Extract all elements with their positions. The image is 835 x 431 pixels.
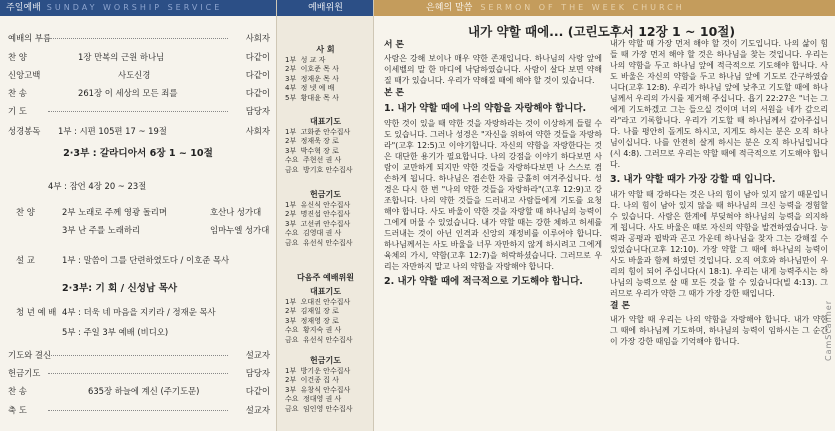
point1-heading: 1. 내가 약할 때에 나의 약함을 자랑해야 합니다. xyxy=(384,103,587,114)
worship-order-header xyxy=(0,0,276,16)
committee-member: 금요 임인영 안수집사 xyxy=(285,404,353,413)
committee-member: 1부 방기운 안수집사 xyxy=(285,367,351,375)
service-row-right: 다같이 xyxy=(245,70,270,80)
service-row-label: 축 도 xyxy=(8,405,27,415)
committee-member: 수요 정대영 권 사 xyxy=(285,395,342,404)
sermon-header xyxy=(374,0,835,16)
committee-group-title: 대표기도 xyxy=(310,287,341,296)
committee-header: 예배위원 xyxy=(277,0,374,16)
service-row-right: 다같이 xyxy=(245,88,270,98)
worship-order-title: 주일예배 xyxy=(6,3,41,13)
committee-member: 2부 김재일 장 로 xyxy=(285,307,339,316)
committee-member: 3부 유창식 안수집사 xyxy=(285,385,351,394)
youth-part4: 4부 : 더욱 네 마음을 지키라 / 정재운 목사 xyxy=(62,307,216,317)
sermon-part2-heading: 2·3부: 기 회 / 신성남 목사 xyxy=(62,283,178,294)
leader-dots xyxy=(48,373,228,374)
youth-part5: 5부 : 주일 3부 예배 (비디오) xyxy=(62,327,169,337)
leader-dots xyxy=(48,38,228,39)
committee-member: 2부 이건종 집 사 xyxy=(285,376,339,385)
service-row-middle: 1부 : 시편 105편 17 ~ 19절 xyxy=(58,126,167,136)
sermon-column-left xyxy=(384,38,602,291)
point2-text: 내가 약할 때 가장 먼저 해야 할 것이 기도입니다. 나의 삶이 힘들 때 가장 먼저 해야 할 것은 하나님을 찾는 것입니다. 우리는 나의 약함을 두고 하나님 앞에 적극적으로 기도해야 합니다. 사도 바울은 자신의 약함을 두고 하나님 앞에 기도로 간구하였습니다(고후 12:8). 우리가 하나님 앞에 낮추고 기도할 때에 하나님께서 우리의 가시를 제거해 주십니다. 욥기 22:27은 "너는 그에게 기도하겠고 그는 들으실 것이며 너의 서원을 네가 갚으리라"라고 기록합니다. 우리가 기도할 때 하나님께서 갚아주십니다. 나를 평안히 돌게도 하시고, 지게도 하시는 분은 오직 하나님이십니다. 나를 안전히 살게 하시는 분은 오직 하나님입니다(시 4:8). 그러므로 우리는 약할 때에 적극적으로 기도해야 합니다. xyxy=(610,39,828,169)
sermon-title: 내가 약할 때에... (고린도후서 12장 1 ~ 10절) xyxy=(468,24,736,39)
service-row-label: 찬 양 xyxy=(8,52,27,62)
service-row-label: 찬 송 xyxy=(8,386,27,396)
committee-group-title: 다음주 예배위원 xyxy=(297,273,354,282)
praise-item-1: 2부 노래로 주께 영광 돌리며 xyxy=(62,207,167,217)
scanner-watermark: CamScanner xyxy=(824,300,833,362)
committee-group-title: 사 회 xyxy=(316,45,335,54)
service-row-label: 기도와 결신 xyxy=(8,350,52,360)
praise-choir-2: 임마누엘 성가대 xyxy=(210,225,270,235)
point3-heading: 3. 내가 약할 때가 가장 강할 때 입니다. xyxy=(610,174,776,185)
committee-member: 4부 정 넷 예 배 xyxy=(285,84,335,93)
committee-member: 수요 김영대 권 사 xyxy=(285,229,342,238)
sermon-label: 설 교 xyxy=(16,255,35,265)
youth-label: 청 년 예 배 xyxy=(16,307,57,317)
service-row-middle: 1장 만복의 근원 하나님 xyxy=(78,52,165,62)
committee-member: 3부 박수혁 장 로 xyxy=(285,146,339,155)
service-row-middle: 635장 하늘에 계신 (주기도문) xyxy=(88,386,200,396)
body-heading: 본 론 xyxy=(384,88,405,98)
service-row-label: 예배의 부름 xyxy=(8,33,52,43)
service-row-right: 다같이 xyxy=(245,52,270,62)
point2-heading: 2. 내가 약할 때에 적극적으로 기도해야 합니다. xyxy=(384,276,583,287)
praise-choir-1: 호산나 성가대 xyxy=(210,207,262,217)
conclusion-text: 내가 약할 때 우리는 나의 약함을 자랑해야 합니다. 내가 약한 그 때에 하나님께 기도하며, 하나님의 능력이 임하시는 그 순간이 가장 강한 때임을 기억해야 합니다. xyxy=(610,315,828,346)
praise-item-2: 3부 난 주를 노래하리 xyxy=(62,225,141,235)
service-row-right: 담당자 xyxy=(245,368,270,378)
committee-member: 금요 방기호 안수집사 xyxy=(285,165,353,174)
committee-member: 5부 황대윤 목 사 xyxy=(285,93,339,102)
leader-dots xyxy=(48,410,228,411)
service-row-right: 담당자 xyxy=(245,106,270,116)
committee-member: 2부 명진섭 안수집사 xyxy=(285,210,351,219)
service-row-right: 사회자 xyxy=(245,126,270,136)
sermon-panel xyxy=(373,0,835,431)
sermon-header-title: 은혜의 말씀 xyxy=(426,3,473,13)
conclusion-heading: 결 론 xyxy=(610,301,631,311)
committee-group-title: 헌금기도 xyxy=(310,190,341,199)
intro-text: 사람은 강해 보이나 매우 약한 존재입니다. 하나님의 사랑 앞에 이세벨의 말 한 마디에 낙담하였습니다. 사람이 살다 보면 약해질 때가 있습니다. 우리가 약해질 때에 해야 할 것이 있습니다. xyxy=(384,54,602,85)
service-row-right: 설교자 xyxy=(245,405,270,415)
sermon-column-right xyxy=(610,38,828,349)
committee-member: 3부 정재영 장 로 xyxy=(285,316,339,325)
committee-member: 3부 고선귀 안수집사 xyxy=(285,219,351,228)
sermon-part1: 1부 : 말씀이 그를 단련하였도다 / 이호준 목사 xyxy=(62,255,230,265)
committee-member: 1부 고화준 안수집사 xyxy=(285,128,351,136)
service-row-middle: 사도신경 xyxy=(118,70,151,80)
committee-member: 금요 유선식 안수집사 xyxy=(285,238,353,247)
intro-heading: 서 론 xyxy=(384,40,405,50)
worship-order-panel xyxy=(0,0,276,431)
point3-text: 내가 약할 때 강하다는 것은 나의 힘이 남아 있지 않기 때문입니다. 나의 힘이 남아 있지 않을 때 하나님의 크신 능력을 경험할 수 있습니다. 사람은 한계에 부딪혀야 하나님의 능력을 의지하게 됩니다. 사도 바울은 때로 자신의 약함을 발견하였습니다. 능력과 공평과 핍박과 곤고 가운데 하나님을 찾자 그는 강해질 수 있었습니다(고후 12:10). 가장 약할 그 때에 하나님의 능력이 사도 바울과 함께 하였던 것입니다. 오직 여호와 하나님만이 우리의 힘이 되어 주십니다(시 18:1). 우리는 내게 능력주시는 하나님의 능력으로 살 때 모든 것을 할 수 있습니다(빌 4:13). 그러므로 우리가 약한 그 때가 가장 강한 때입니다. xyxy=(610,190,828,298)
service-row-label: 성경봉독 xyxy=(8,126,41,136)
service-row-label: 신앙고백 xyxy=(8,70,41,80)
committee-panel xyxy=(276,0,374,431)
service-row-label: 헌금기도 xyxy=(8,368,41,378)
reading-part4: 4부 : 잠언 4장 20 ~ 23절 xyxy=(48,181,147,191)
reading-part2-heading: 2·3부 : 갈라디아서 6장 1 ~ 10절 xyxy=(63,148,213,159)
service-row-middle: 261장 이 세상의 모든 죄를 xyxy=(78,88,178,98)
service-row-label: 찬 송 xyxy=(8,88,27,98)
leader-dots xyxy=(48,111,228,112)
committee-member: 수요 주현선 권 사 xyxy=(285,156,342,165)
leader-dots xyxy=(48,355,228,356)
committee-member: 3부 정재운 목 사 xyxy=(285,74,339,83)
sermon-header-ghost: SERMON OF THE WEEK CHURCH xyxy=(480,3,685,12)
service-row-right: 설교자 xyxy=(245,350,270,360)
committee-member: 2부 정재욱 장 로 xyxy=(285,137,339,146)
worship-order-ghost-title: SUNDAY WORSHIP SERVICE xyxy=(46,3,223,12)
committee-member: 1부 오대진 안수집사 xyxy=(285,298,351,306)
point1-text: 약한 것이 있을 때 약한 것을 자랑하라는 것이 이상하게 들릴 수도 있습니다. 그러나 성경은 "자신을 위하여 약한 것들을 자랑하라"(고후 12:5)고 이야기합니다. 자신의 약함을 자랑한다는 것은 대단한 용기가 필요합니다. 나의 강점을 이야기 하다보면 사람이 교만하게 되지만 약한 것들을 자랑하다보면 나 스스로 겸손하게 됩니다. 하나님은 겸손한 자를 긍휼히 여겨주십니다. 성경은 다시 한 번 "나의 약한 것들을 자랑하라"(고후 12:9)고 강조합니다. 나의 약한 것들을 드러내고 사람들에게 기도를 요청해야 합니다. 사도 바울이 약한 것을 자랑할 때 하나님의 능력이 그에게 머물 수 있었습니다. 내가 약할 때는 강한 체하고 허세를 드러내는 것이 아닌 인격과 신앙의 재정비를 이루어야 합니다. 하나님께서는 사도 바울을 너무 자만하지 않게 하시려고 그에게 육체의 가시, 약함(고후 12:7)을 허락하셨습니다. 그러므로 우리는 자만하지 말고 나의 약함을 자랑해야 합니다. xyxy=(384,119,602,271)
committee-member: 2부 이호준 목 사 xyxy=(285,65,339,74)
committee-member: 1부 성 교 자 xyxy=(285,56,326,64)
committee-group-title: 헌금기도 xyxy=(310,356,341,365)
committee-member: 금요 유선식 안수집사 xyxy=(285,335,353,344)
service-row-right: 다같이 xyxy=(245,386,270,396)
service-row-label: 기 도 xyxy=(8,106,27,116)
committee-member: 1부 유신식 안수집사 xyxy=(285,201,351,209)
service-row-right: 사회자 xyxy=(245,33,270,43)
committee-group-title: 대표기도 xyxy=(310,117,341,126)
committee-member: 수요 황지숙 권 사 xyxy=(285,326,342,335)
praise-label: 찬 양 xyxy=(16,207,35,217)
